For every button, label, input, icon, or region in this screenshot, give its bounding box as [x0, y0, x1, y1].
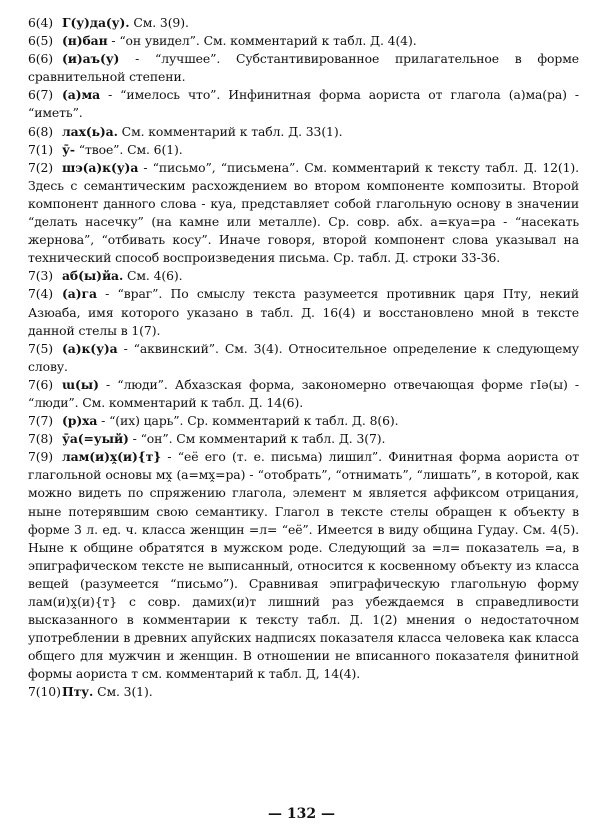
entry-text: См. комментарий к табл. Д. 33(1). [117, 123, 343, 139]
entry-number: 7(6) [28, 376, 54, 392]
entry-term: ӯа(=уый) [62, 431, 129, 447]
entry-text: См. 3(1). [93, 684, 153, 700]
entry-number: 7(10) [28, 684, 61, 700]
entry-7-6 [28, 376, 579, 412]
entry-number: 7(5) [28, 340, 54, 356]
entry-number: 7(7) [28, 413, 54, 429]
entry-number: 6(5) [28, 33, 54, 49]
entry-text: - “(их) царь”. Ср. комментарий к табл. Д. 8(6). [97, 413, 399, 429]
entry-6-8 [28, 123, 579, 141]
entry-text: См. 4(6). [123, 268, 183, 284]
entry-7-2 [28, 159, 579, 268]
entry-term: (а)к(у)а [62, 340, 118, 356]
entry-term: (а)ма [62, 87, 101, 103]
entry-text: - “он увидел”. См. комментарий к табл. Д. 4(4). [107, 33, 417, 49]
page-number: — 132 — [268, 806, 335, 822]
entry-7-3 [28, 267, 579, 285]
entry-7-5 [28, 340, 579, 376]
entry-text: - “аквинский”. См. 3(4). Относительное определение к следующему слову. [28, 340, 579, 374]
entry-number: 7(9) [28, 449, 54, 465]
entry-6-4 [28, 14, 579, 32]
entry-text: См. 3(9). [129, 15, 189, 30]
entry-number: 7(2) [28, 159, 54, 175]
entry-number: 7(8) [28, 431, 54, 447]
entry-number: 7(3) [28, 268, 54, 284]
entry-number: 6(7) [28, 87, 54, 103]
entry-number: 6(4) [28, 15, 54, 30]
entry-term: аб(ы)йа. [62, 268, 124, 284]
entry-7-10 [28, 683, 579, 701]
entry-term: лах(ь)а. [62, 123, 118, 139]
entry-7-7 [28, 412, 579, 430]
entry-text: - “враг”. По смыслу текста разумеется противник царя Пту, некий Азюаба, имя которого указано в табл. Д. 16(4) и восстановлено мной в тексте данной стелы в 1(7). [28, 286, 579, 338]
entry-7-9 [28, 448, 579, 683]
entry-number: 7(1) [28, 141, 54, 157]
entry-text: “твое”. См. 6(1). [74, 141, 183, 157]
entry-term: ɯ(ы) [62, 376, 99, 392]
commentary-entries [28, 14, 579, 702]
entry-number: 6(6) [28, 51, 54, 67]
entry-term: Пту. [62, 684, 94, 700]
entry-term: (н)бан [62, 33, 108, 49]
entry-term: (р)ха [62, 413, 98, 429]
entry-text: - “письмо”, “письмена”. См. комментарий к тексту табл. Д. 12(1). Здесь с семантическим расхождением во втором компоненте композиты. Второй компонент данного слова - куа, представляет собой глагольную основу в значении “делать насечку” (на камне или металле). Ср. совр. абх. а=куа=ра - “насекать жернова”, “отбивать косу”. Иначе говоря, второй компонент слова указывал на технический способ воспроизведения письма. Ср. табл. Д. строки 33-36. [28, 159, 579, 266]
entry-text: - “лучшее”. Субстантивированное прилагательное в форме сравнительной степени. [28, 51, 579, 85]
entry-term: лам(и)х̭(и){т} [62, 449, 162, 465]
entry-6-7 [28, 86, 579, 122]
entry-6-5 [28, 32, 579, 50]
entry-text: - “имелось что”. Инфинитная форма аориста от глагола (а)ма(ра) - “иметь”. [28, 87, 579, 121]
entry-7-4 [28, 285, 579, 339]
entry-term: (а)га [62, 286, 97, 302]
entry-7-8 [28, 430, 579, 448]
entry-6-6 [28, 50, 579, 86]
entry-term: (и)аъ(у) [62, 51, 120, 67]
entry-term: ӯ- [62, 141, 75, 157]
entry-text: - “он”. См комментарий к табл. Д. 3(7). [128, 431, 386, 447]
entry-7-1 [28, 141, 579, 159]
entry-text: - “её его (т. е. письма) лишил”. Финитная форма аориста от глагольной основы мх̭ (а=мх̭=ра) - “отобрать”, “отнимать”, “лишать”, в которой, как можно видеть по спряжению глагола, элемент м является аффиксом отрицания, ныне потерявшим свою семантику. Глагол в тексте стелы обращен к объекту в форме 3 л. ед. ч. класса женщин =л= “её”. Имеется в виду община Гудау. См. 4(5). Ныне к общине обратятся в мужском роде. Следующий за =л= показатель =а, в эпиграфическом тексте не выписанный, относится к косвенному объекту из класса вещей (разумеется “письмо”). Сравнивая эпиграфическую глагольную форму лам(и)х̭(и){т} с совр. дамих(и)т лишний раз убеждаемся в справедливости высказанного в комментарии к тексту табл. Д. 1(2) мнения о недостаточном употреблении в древних апуйских надписях показателя класса человека как класса общего для мужчин и женщин. В отношении не вписанного показателя финитной формы аориста т см. комментарий к табл. Д, 14(4). [28, 449, 579, 682]
entry-text: - “люди”. Абхазская форма, закономерно отвечающая форме гӀә(ы) - “люди”. См. комментарий к табл. Д. 14(6). [28, 376, 579, 410]
entry-term: шэ(а)к(у)а [62, 159, 139, 175]
entry-number: 7(4) [28, 286, 54, 302]
entry-number: 6(8) [28, 123, 54, 139]
entry-term: Г(у)да(у). [62, 15, 130, 30]
